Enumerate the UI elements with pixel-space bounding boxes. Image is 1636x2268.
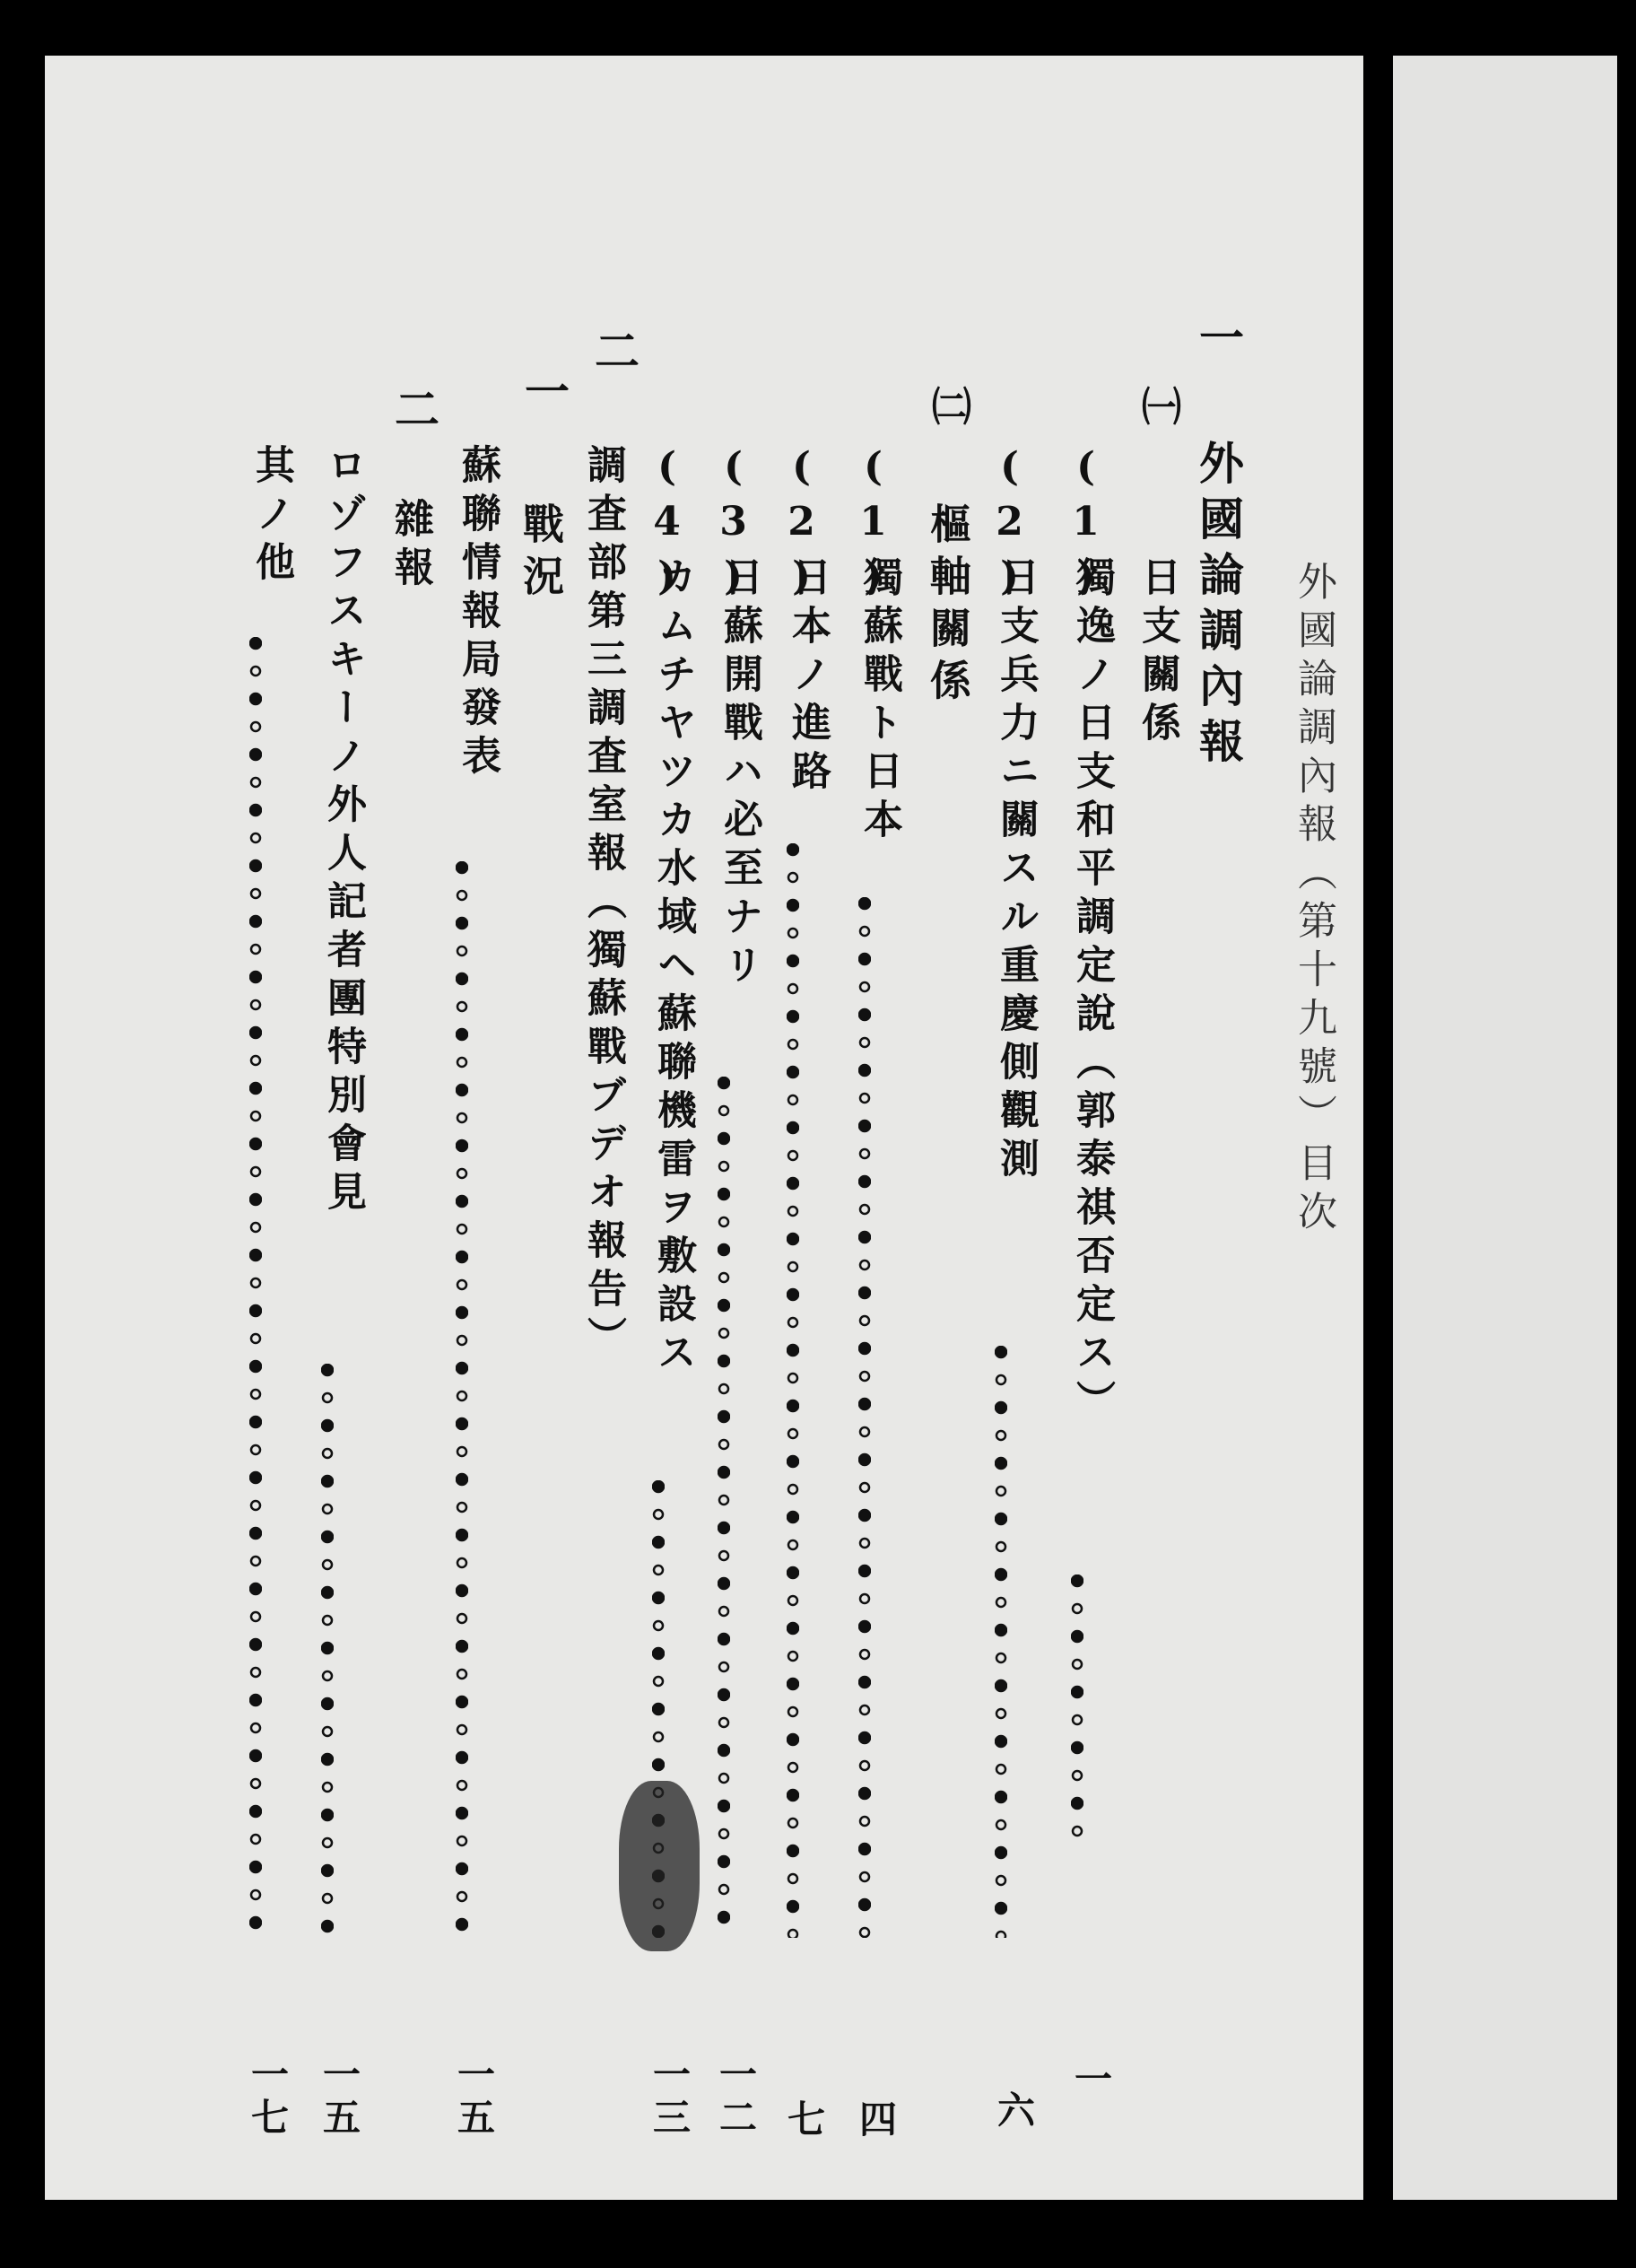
item-1-1-2-marker: (2) (987, 444, 1032, 608)
page-number-1-1-1: 一 (1069, 2059, 1113, 2102)
ink-stain (619, 1781, 700, 1951)
document-title: 外國論調內報（第十九號）目次 (1291, 561, 1336, 1239)
leader-dots-2-2-2 (249, 637, 262, 1938)
leader-dots-1-2-1 (858, 897, 871, 1938)
leader-dots-1-2-2 (787, 843, 799, 1938)
page-number-2-2-1: 一五 (318, 2054, 361, 2141)
item-1-2-2-marker: (2) (779, 444, 824, 608)
item-2-2-1-label: ロゾフスキーノ外人記者團特別會見 (320, 444, 366, 1219)
item-1-1-2-label: 日支兵力ニ關スル重慶側觀測 (993, 556, 1039, 1186)
item-2-1-1-label: 蘇聯情報局發表 (455, 444, 500, 783)
page-number-1-2-3: 一二 (714, 2054, 758, 2141)
section-1-label: 外國論調內報 (1192, 440, 1245, 773)
subsection-1-2-label: 樞軸關係 (924, 502, 972, 711)
item-1-3-label: 調査部第三調査室報（獨蘇戰ブデオ報告） (580, 444, 626, 1365)
leader-dots-1-1-2 (995, 1346, 1007, 1938)
item-1-2-1-label: 獨蘇戰ト日本 (857, 556, 902, 847)
item-1-1-1-marker: (1) (1063, 444, 1109, 608)
page-number-1-1-2: 六 (992, 2090, 1036, 2133)
subsection-2-2-marker: 二 (387, 386, 440, 441)
item-1-2-3-marker: (3) (710, 444, 756, 608)
subsection-1-2-marker: ㈡ (925, 386, 970, 434)
page-number-2-2-2: 一七 (246, 2054, 290, 2141)
item-2-2-2-label: 其ノ他 (248, 444, 294, 589)
item-1-2-1-marker: (1) (850, 444, 896, 608)
leader-dots-2-2-1 (321, 1364, 334, 1938)
subsection-2-2-label: 雜報 (387, 498, 433, 595)
page-number-1-2-4: 一三 (648, 2054, 692, 2141)
item-1-1-1-label: 獨逸ノ日支和平調定說（郭泰祺否定ス） (1069, 556, 1115, 1428)
leader-dots-1-2-3 (718, 1077, 730, 1938)
item-1-2-2-label: 日本ノ進路 (785, 556, 831, 798)
subsection-2-1-marker: 一 (518, 368, 570, 423)
item-1-2-4-marker: (4) (644, 444, 690, 608)
subsection-2-1-label: 戰況 (517, 502, 565, 606)
adjacent-page-edge (1393, 56, 1617, 2200)
item-1-2-3-label: 日蘇開戰ハ必至ナリ (717, 556, 762, 992)
subsection-1-1-marker: ㈠ (1135, 386, 1180, 434)
page-number-1-2-2: 七 (782, 2099, 826, 2142)
section-2-marker: 二 (587, 327, 640, 383)
page-number-2-1-1: 一五 (452, 2054, 496, 2141)
subsection-1-1-label: 日支關係 (1135, 556, 1180, 750)
section-1-marker: 一 (1192, 314, 1245, 370)
leader-dots-2-1-1 (456, 861, 468, 1938)
page-number-1-2-1: 四 (854, 2099, 898, 2142)
document-page (45, 56, 1363, 2200)
leader-dots-1-1-1 (1071, 1575, 1083, 1853)
item-1-2-4-label: カムチヤツカ水域ヘ蘇聯機雷ヲ敷設ス (650, 556, 696, 1380)
